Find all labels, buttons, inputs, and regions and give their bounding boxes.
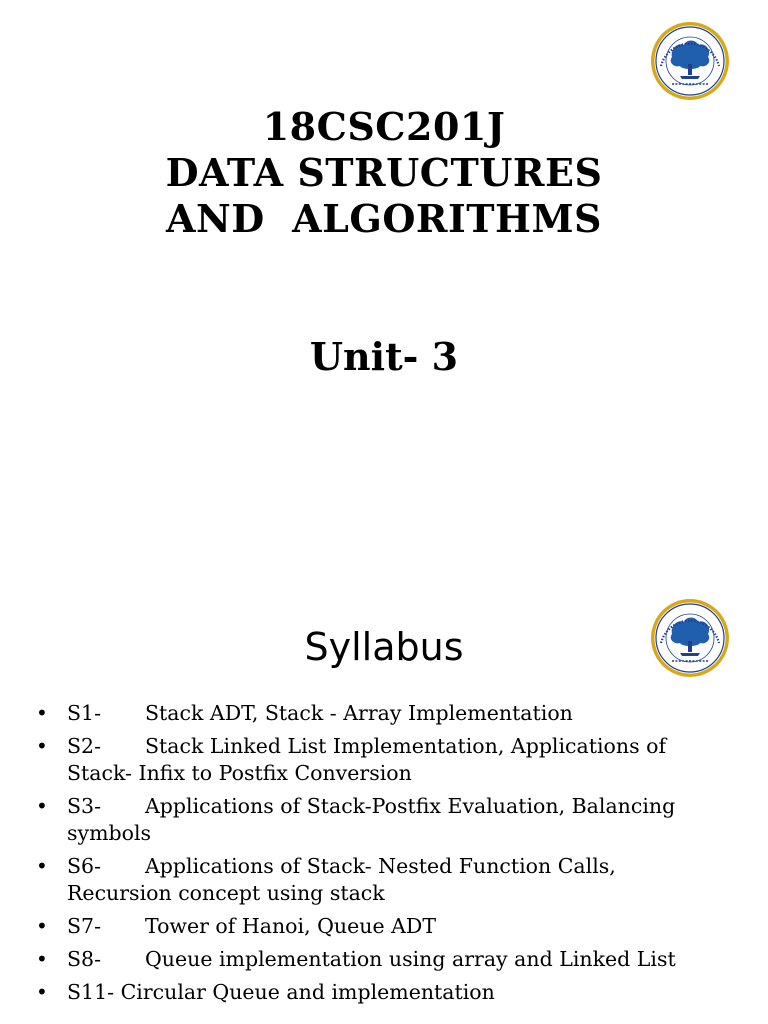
syllabus-slide bbox=[0, 580, 768, 1024]
syllabus-heading: Syllabus bbox=[304, 625, 464, 669]
bullet-icon: • bbox=[36, 854, 48, 878]
session-code: S11- bbox=[67, 980, 115, 1004]
bullet-icon: • bbox=[36, 914, 48, 938]
course-name-line-1: DATA STRUCTURES bbox=[165, 150, 603, 195]
syllabus-item-s11 bbox=[36, 979, 706, 1006]
session-topic: Tower of Hanoi, Queue ADT bbox=[145, 914, 437, 938]
session-code: S2- bbox=[67, 734, 102, 758]
course-title bbox=[0, 104, 768, 242]
bullet-icon: • bbox=[36, 980, 48, 1004]
syllabus-item-s1 bbox=[36, 700, 706, 727]
bullet-icon: • bbox=[36, 947, 48, 971]
session-topic: Stack Linked List Implementation, Applications of Stack- Infix to Postfix Conversion bbox=[67, 734, 667, 785]
session-code: S7- bbox=[67, 914, 102, 938]
syllabus-list bbox=[36, 700, 706, 1012]
syllabus-item-s2 bbox=[36, 733, 706, 787]
session-topic: Circular Queue and implementation bbox=[120, 980, 495, 1004]
bullet-icon: • bbox=[36, 701, 48, 725]
syllabus-item-s7 bbox=[36, 913, 706, 940]
session-topic: Applications of Stack-Postfix Evaluation, Balancing symbols bbox=[67, 794, 676, 845]
institute-seal-icon bbox=[650, 21, 730, 101]
syllabus-item-s6 bbox=[36, 853, 706, 907]
session-code: S6- bbox=[67, 854, 102, 878]
session-code: S1- bbox=[67, 701, 102, 725]
bullet-icon: • bbox=[36, 794, 48, 818]
session-code: S8- bbox=[67, 947, 102, 971]
unit-title: Unit- 3 bbox=[309, 334, 459, 379]
syllabus-item-s8 bbox=[36, 946, 706, 973]
session-topic: Stack ADT, Stack - Array Implementation bbox=[145, 701, 573, 725]
session-topic: Queue implementation using array and Linked List bbox=[145, 947, 676, 971]
session-topic: Applications of Stack- Nested Function Calls, Recursion concept using stack bbox=[67, 854, 616, 905]
course-code: 18CSC201J bbox=[262, 104, 506, 149]
syllabus-item-s3 bbox=[36, 793, 706, 847]
session-code: S3- bbox=[67, 794, 102, 818]
bullet-icon: • bbox=[36, 734, 48, 758]
course-name-line-2: AND ALGORITHMS bbox=[166, 196, 602, 241]
